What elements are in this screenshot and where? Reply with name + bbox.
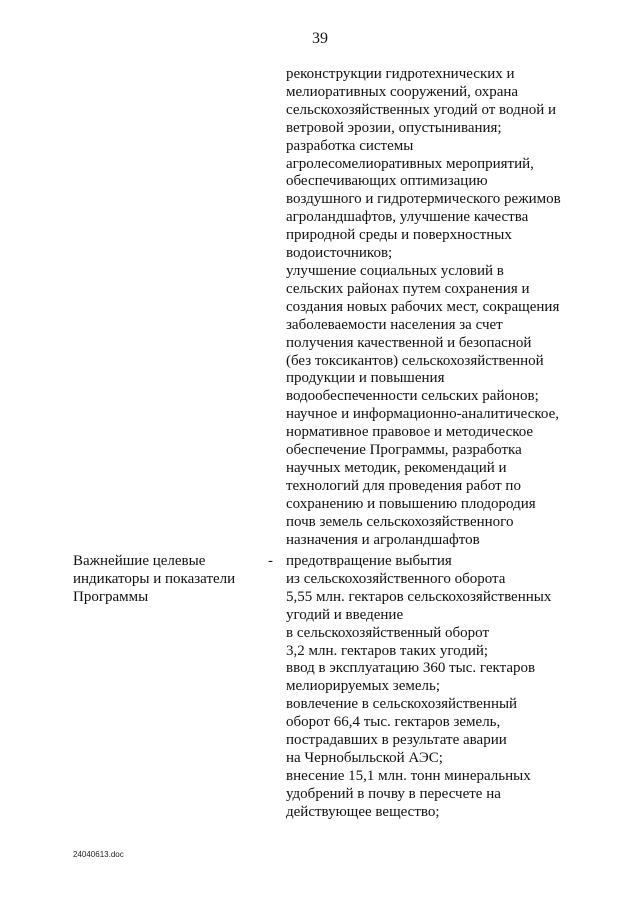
text-line: назначения и агроландшафтов <box>286 531 480 548</box>
text-line: сохранению и повышению плодородия <box>286 495 536 512</box>
label-line: индикаторы и показатели <box>73 570 236 587</box>
footer-file-name: 24040613.doc <box>73 850 124 859</box>
text-line: улучшение социальных условий в <box>286 262 504 279</box>
text-line: мелиорируемых земель; <box>286 678 440 695</box>
text-line: 5,55 млн. гектаров сельскохозяйственных <box>286 588 552 605</box>
text-line: почв земель сельскохозяйственного <box>286 513 514 530</box>
text-line: внесение 15,1 млн. тонн минеральных <box>286 767 531 784</box>
text-line: реконструкции гидротехнических и <box>286 66 515 82</box>
text-line: сельскохозяйственных угодий от водной и <box>286 101 557 118</box>
label-line: Программы <box>73 588 149 605</box>
text-line: обеспечивающих оптимизацию <box>286 173 488 190</box>
text-line: научных методик, рекомендаций и <box>286 459 507 476</box>
text-line: угодий и введение <box>286 606 404 623</box>
text-line: мелиоративных сооружений, охрана <box>286 83 519 100</box>
text-line: обеспечение Программы, разработка <box>286 442 522 459</box>
text-line: из сельскохозяйственного оборота <box>286 570 506 587</box>
text-line: заболеваемости населения за счет <box>286 316 503 333</box>
text-line: 3,2 млн. гектаров таких угодий; <box>286 642 489 659</box>
indicators-text-block <box>286 553 551 822</box>
label-line: Важнейшие целевые <box>73 553 206 569</box>
text-line: продукции и повышения <box>286 370 445 387</box>
text-line: вовлечение в сельскохозяйственный <box>286 696 518 713</box>
text-line: разработка системы <box>286 137 414 154</box>
text-line: удобрений в почву в пересчете на <box>286 785 501 802</box>
text-line: действующее вещество; <box>286 803 440 820</box>
text-line: научное и информационно-аналитическое, <box>286 406 559 423</box>
text-line: получения качественной и безопасной <box>286 334 532 351</box>
continued-text-block <box>286 66 561 549</box>
text-line: (без токсикантов) сельскохозяйственной <box>286 352 544 369</box>
text-line: природной среды и поверхностных <box>286 227 512 244</box>
text-line: оборот 66,4 тыс. гектаров земель, <box>286 714 501 731</box>
text-line: технологий для проведения работ по <box>286 477 521 494</box>
text-line: нормативное правовое и методическое <box>286 424 534 441</box>
page-number: 39 <box>312 30 328 47</box>
text-line: водообеспеченности сельских районов; <box>286 388 539 405</box>
text-line: создания новых рабочих мест, сокращения <box>286 298 560 315</box>
row-dash: - <box>268 553 273 569</box>
text-line: предотвращение выбытия <box>286 553 452 569</box>
text-line: ввод в эксплуатацию 360 тыс. гектаров <box>286 660 536 677</box>
text-line: воздушного и гидротермического режимов <box>286 191 561 208</box>
text-line: на Чернобыльской АЭС; <box>286 749 443 766</box>
text-line: ветровой эрозии, опустынивания; <box>286 119 502 136</box>
text-line: агролесомелиоративных мероприятий, <box>286 155 534 172</box>
indicators-label <box>73 553 235 607</box>
text-line: сельских районах путем сохранения и <box>286 280 530 297</box>
text-line: агроландшафтов, улучшение качества <box>286 209 529 226</box>
text-line: пострадавших в результате аварии <box>286 732 507 749</box>
text-line: в сельскохозяйственный оборот <box>286 624 490 641</box>
text-line: водоисточников; <box>286 245 393 262</box>
